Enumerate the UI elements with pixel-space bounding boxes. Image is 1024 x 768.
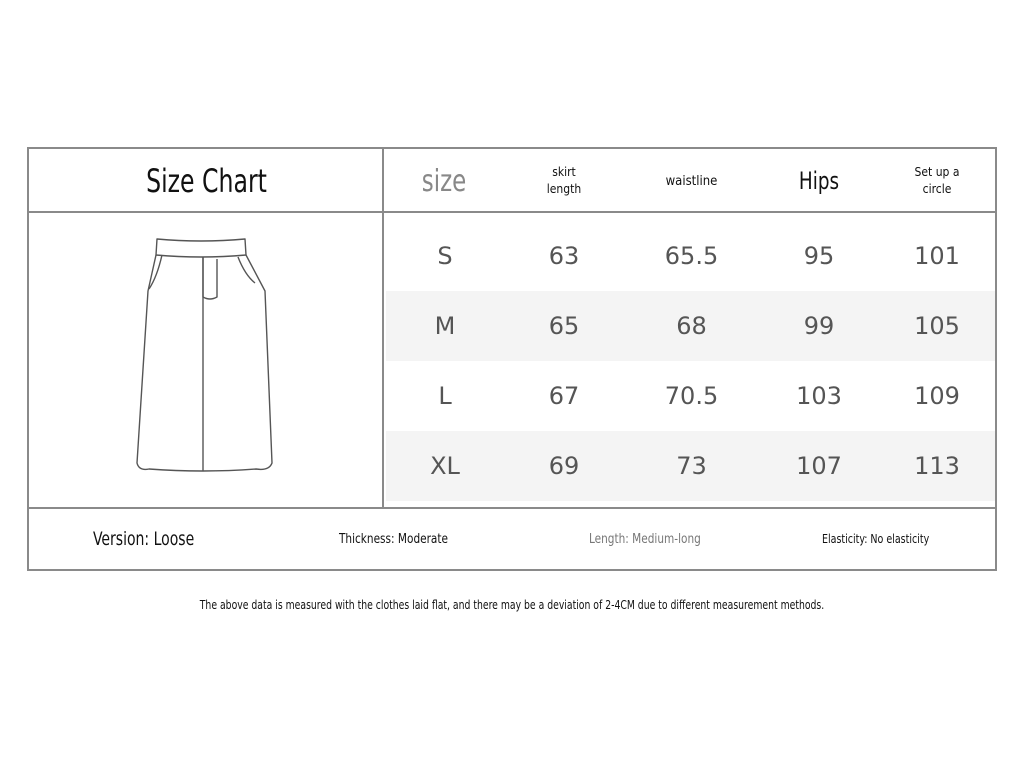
table-row: [386, 431, 995, 501]
cell-waistline: 73: [676, 452, 707, 480]
cell-hips: 99: [803, 312, 835, 340]
header-skirt-length-line1: skirt: [552, 165, 576, 179]
table-row: [386, 361, 995, 431]
cell-circle: 113: [914, 452, 960, 480]
cell-waistline: 70.5: [664, 382, 719, 410]
header-skirt-length: [504, 149, 624, 213]
header-circle-line1: Set up a: [914, 165, 960, 179]
table-row: [386, 221, 995, 291]
cell-skirt-length: 67: [548, 382, 580, 410]
cell-waistline: 68: [676, 312, 707, 340]
cell-size: L: [438, 382, 452, 410]
table-row: [386, 291, 995, 361]
cell-hips: 103: [796, 382, 842, 410]
divider: [29, 507, 995, 509]
size-rows: [386, 215, 995, 507]
measurement-note: The above data is measured with the clothes laid flat, and there may be a deviation of 2-4CM due to different measurement methods.: [199, 598, 825, 612]
cell-skirt-length: 63: [548, 242, 580, 270]
chart-title: Size Chart: [146, 162, 267, 200]
skirt-illustration: [29, 215, 384, 507]
header-skirt-length-line2: length: [546, 182, 582, 196]
cell-skirt-length: 65: [548, 312, 580, 340]
header-size: size: [421, 163, 467, 199]
cell-circle: 101: [914, 242, 960, 270]
header-circle: [879, 149, 995, 213]
cell-hips: 95: [803, 242, 835, 270]
footer-version: Version: Loose: [93, 528, 195, 550]
cell-size: S: [437, 242, 453, 270]
footer-elasticity: Elasticity: No elasticity: [822, 532, 930, 546]
cell-skirt-length: 69: [548, 452, 580, 480]
cell-waistline: 65.5: [664, 242, 719, 270]
cell-hips: 107: [796, 452, 842, 480]
header-waistline: waistline: [665, 173, 718, 189]
cell-size: XL: [430, 452, 460, 480]
skirt-icon: [29, 215, 384, 507]
cell-circle: 109: [914, 382, 960, 410]
cell-size: M: [434, 312, 456, 340]
footer-length: Length: Medium-long: [589, 531, 701, 547]
cell-circle: 105: [914, 312, 960, 340]
header-circle-line2: circle: [922, 182, 952, 196]
header-hips: Hips: [798, 167, 840, 195]
footer-thickness: Thickness: Moderate: [339, 531, 448, 547]
size-chart-table: [27, 147, 997, 571]
